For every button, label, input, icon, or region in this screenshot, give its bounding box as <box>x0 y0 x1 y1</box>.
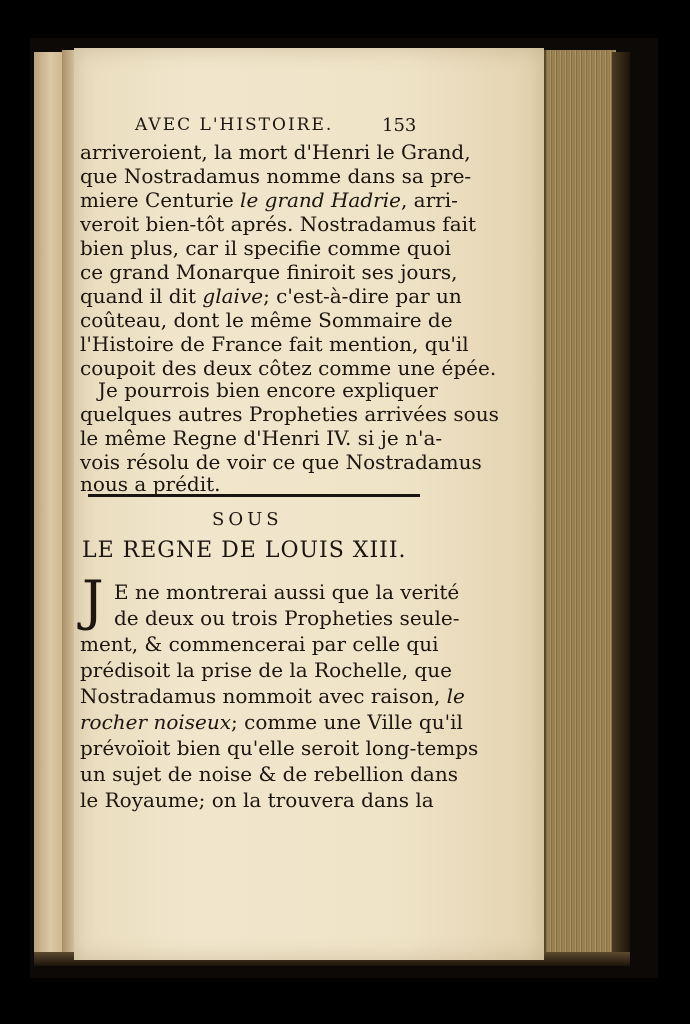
section-line-1: E ne montrerai aussi que la verité <box>114 580 460 604</box>
section-line-6: rocher noiseux; comme une Ville qu'il <box>80 710 463 734</box>
left-page-edge <box>34 52 65 957</box>
page-number: 153 <box>382 115 417 136</box>
text-line-2: que Nostradamus nomme dans sa pre- <box>80 164 472 188</box>
drop-cap: J <box>82 569 104 632</box>
text-line-15: nous a prédit. <box>80 472 221 496</box>
italic-word-le: le <box>446 684 465 708</box>
fore-edge-shadow <box>612 52 630 952</box>
section-line-9: le Royaume; on la trouvera dans la <box>80 788 434 812</box>
text-line-10: coupoit des deux côtez comme une épée. <box>80 356 497 380</box>
section-line-7: prévoïoit bien qu'elle seroit long-temps <box>80 736 479 760</box>
text-line-5: bien plus, car il specifie comme quoi <box>80 236 452 260</box>
text-line-8: coûteau, dont le même Sommaire de <box>80 308 453 332</box>
text-line-9: l'Histoire de France fait mention, qu'il <box>80 332 469 356</box>
text-line-12: quelques autres Propheties arrivées sous <box>80 402 499 426</box>
section-line-8: un sujet de noise & de rebellion dans <box>80 762 458 786</box>
section-title: LE REGNE DE LOUIS XIII. <box>82 538 407 563</box>
text-line-14: vois résolu de voir ce que Nostradamus <box>80 450 482 474</box>
text-line-13: le même Regne d'Henri IV. si je n'a- <box>80 426 443 450</box>
section-line-4: prédisoit la prise de la Rochelle, que <box>80 658 452 682</box>
italic-word-glaive: glaive <box>202 284 264 308</box>
text-line-1: arriveroient, la mort d'Henri le Grand, <box>80 140 471 164</box>
section-line-3: ment, & commencerai par celle qui <box>80 632 439 656</box>
text-line-7: quand il dit glaive; c'est-à-dire par un <box>80 284 462 308</box>
text-line-3: miere Centurie le grand Hadrie, arri- <box>80 188 458 212</box>
italic-phrase-rocher-noiseux: rocher noiseux <box>80 710 232 734</box>
section-line-5: Nostradamus nommoit avec raison, le <box>80 684 465 708</box>
italic-phrase-grand-hadrie: le grand Hadrie <box>240 188 401 212</box>
text-line-4: veroit bien-tôt aprés. Nostradamus fait <box>80 212 477 236</box>
text-line-11: Je pourrois bien encore expliquer <box>98 378 438 402</box>
running-head: AVEC L'HISTOIRE. <box>135 115 334 135</box>
section-label: SOUS <box>212 509 283 530</box>
text-line-6: ce grand Monarque finiroit ses jours, <box>80 260 458 284</box>
fore-edge <box>544 50 616 955</box>
section-line-2: de deux ou trois Propheties seule- <box>114 606 460 630</box>
